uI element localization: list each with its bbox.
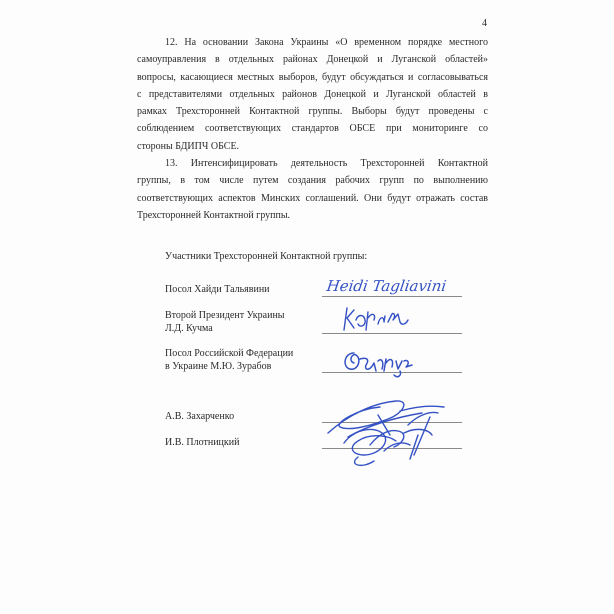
paragraph-line: вопросы, касающиеся местных выборов, будут обсуждаться и согласовываться xyxy=(137,71,488,83)
paragraph-line: с представителями отдельных районов Донецкой и Луганской областей в xyxy=(137,88,488,100)
signatory-label-line: Посол Хайди Тальявини xyxy=(165,284,270,295)
signatory-label-plotnitsky xyxy=(165,436,239,449)
signature-zakharchenko-plotnitsky xyxy=(318,385,468,475)
signatory-label-zakharchenko xyxy=(165,410,234,423)
paragraph-line: 13. Интенсифицировать деятельность Трехсторонней Контактной xyxy=(165,158,488,169)
signatory-label-tagliavini xyxy=(165,283,270,296)
paragraph-12 xyxy=(137,34,488,155)
signature-text: Heidi Tagliavini xyxy=(325,277,448,295)
signatory-label-line: Посол Российской Федерации xyxy=(165,348,294,359)
signatory-label-line: И.В. Плотницкий xyxy=(165,437,240,448)
paragraph-13 xyxy=(137,155,488,224)
signature-kuchma xyxy=(338,302,418,336)
signatory-label-zurabov xyxy=(165,347,293,373)
signatory-label-line: Л.Д. Кучма xyxy=(165,323,213,334)
signatory-label-line: в Украине М.Ю. Зурабов xyxy=(165,361,272,372)
page-number: 4 xyxy=(482,18,487,29)
paragraph-line: рамках Трехсторонней Контактной группы. Выборы будут проведены с xyxy=(137,106,488,118)
paragraph-line: группы, в том числе путем создания рабочих групп по выполнению xyxy=(137,175,488,187)
signatory-label-line: Второй Президент Украины xyxy=(165,310,285,321)
signature-tagliavini xyxy=(325,270,475,298)
paragraph-line: 12. На основании Закона Украины «О временном порядке местного xyxy=(165,37,488,48)
paragraph-line: Трехсторонней Контактной группы. xyxy=(137,209,291,221)
paragraph-line: самоуправления в отдельных районах Донецкой и Луганской областей» xyxy=(137,54,488,66)
paragraph-line: соответствующих аспектов Минских соглашений. Они будут отражать состав xyxy=(137,192,488,204)
signatory-label-kuchma xyxy=(165,309,285,335)
paragraph-line: стороны БДИПЧ ОБСЕ. xyxy=(137,140,240,152)
signature-zurabov xyxy=(340,345,420,383)
signatory-label-line: А.В. Захарченко xyxy=(165,411,235,422)
participants-heading: Участники Трехсторонней Контактной группы: xyxy=(165,251,368,262)
paragraph-line: соблюдением соответствующих стандартов ОБСЕ при мониторинге со xyxy=(137,123,488,135)
